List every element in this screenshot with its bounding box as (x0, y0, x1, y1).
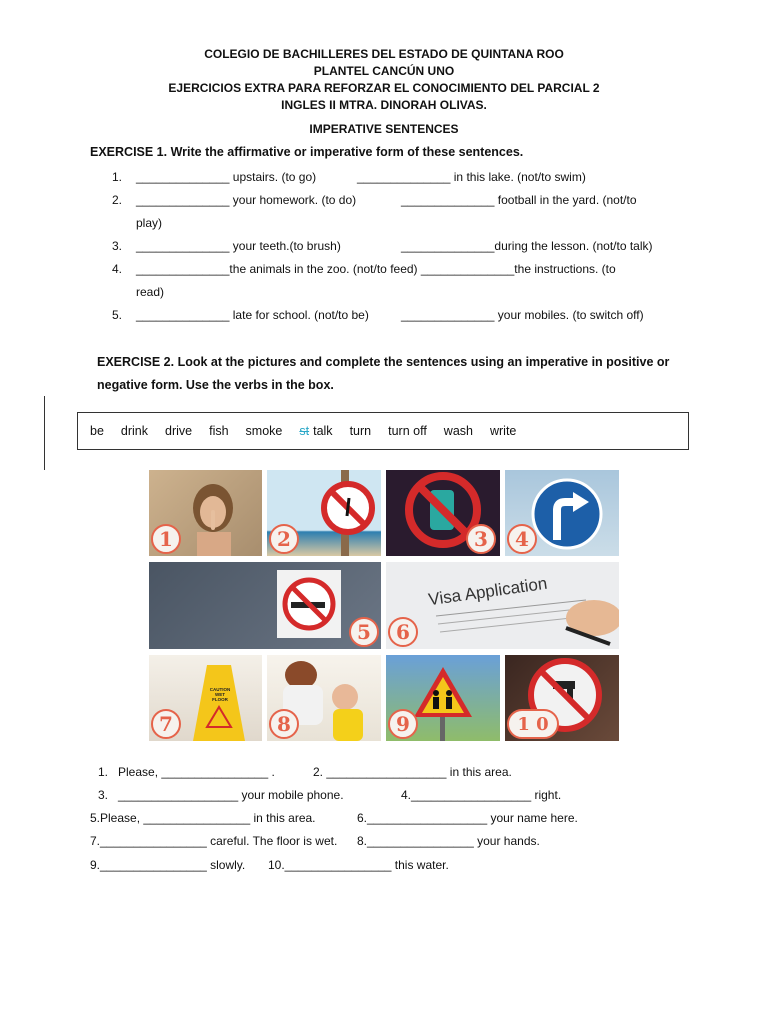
number-badge: 4 (507, 524, 537, 554)
picture-woman-shushing (149, 470, 262, 556)
number-badge: 7 (151, 709, 181, 739)
answer-line-4: 4.__________________ right. (401, 788, 562, 802)
picture-visa-application (386, 562, 619, 649)
list-item: 1. ______________ upstairs. (to go) ______________ in this lake. (not/to swim) (112, 170, 586, 184)
visa-application-text: Visa Application (427, 573, 549, 610)
answer-line-6: 6.__________________ your name here. (357, 811, 578, 825)
verb: turn off (388, 424, 427, 438)
list-item: 2. ______________ your homework. (to do) ______________ football in the yard. (not/to play) (112, 193, 637, 230)
document-header (0, 46, 768, 114)
number-badge: 9 (388, 709, 418, 739)
answer-line-3: 3. __________________ your mobile phone. (98, 788, 344, 802)
picture-washing-hands (267, 655, 381, 741)
verb: drink (120, 424, 148, 438)
picture-no-smoking-sign (149, 562, 381, 649)
no-smoking-sign-icon (149, 562, 381, 649)
topic-title: IMPERATIVE SENTENCES (309, 122, 459, 136)
verb: drive (165, 424, 193, 438)
answer-line-10: 10.________________ this water. (268, 858, 449, 872)
struck-verb: st (299, 424, 310, 438)
verb: turn (349, 424, 372, 438)
answer-line-8: 8.________________ your hands. (357, 834, 540, 848)
list-item: 5. ______________ late for school. (not/to be) ______________ your mobiles. (to switch off) (112, 308, 644, 322)
number-badge: 8 (269, 709, 299, 739)
school-name: COLEGIO DE BACHILLERES DEL ESTADO DE QUINTANA ROO (204, 47, 564, 61)
answer-line-7: 7.________________ careful. The floor is wet. (90, 834, 338, 848)
number-badge: 1 0 (507, 709, 559, 739)
verb: fish (209, 424, 229, 438)
answer-line-9: 9.________________ slowly. (90, 858, 246, 872)
answer-line-5: 5.Please, ________________ in this area. (90, 811, 316, 825)
picture-no-drinking-water (505, 655, 619, 741)
course-teacher: INGLES II MTRA. DINORAH OLIVAS. (281, 98, 487, 112)
number-badge: 3 (466, 524, 496, 554)
picture-no-mobile-phone (386, 470, 500, 556)
verb: smoke (245, 424, 283, 438)
number-badge: 5 (349, 617, 379, 647)
verb-box (77, 412, 689, 450)
verb: talk (313, 424, 333, 438)
picture-no-swimming-sign (267, 470, 381, 556)
worksheet-title: EJERCICIOS EXTRA PARA REFORZAR EL CONOCIMIENTO DEL PARCIAL 2 (168, 81, 600, 95)
verb: be (90, 424, 104, 438)
verb: wash (443, 424, 473, 438)
list-item: 3. ______________ your teeth.(to brush) ______________during the lesson. (not/to talk) (112, 239, 653, 253)
caution-sign-text: CAUTION WET FLOOR (209, 687, 231, 702)
picture-turn-right-sign (505, 470, 619, 556)
list-item: 4. ______________the animals in the zoo. (not/to feed) ______________the instructions. (to read) (112, 262, 616, 299)
picture-wet-floor-caution (149, 655, 262, 741)
number-badge: 1 (151, 524, 181, 554)
picture-school-crossing-sign (386, 655, 500, 741)
campus-name: PLANTEL CANCÚN UNO (313, 64, 455, 78)
number-badge: 2 (269, 524, 299, 554)
exercise2-title: EXERCISE 2. Look at the pictures and complete the sentences using an imperative in positive or negative form. Use the verbs in the box. (97, 355, 670, 392)
margin-line (44, 396, 45, 470)
document-lines-illustration (386, 562, 619, 649)
answer-line-2: 2. __________________ in this area. (313, 765, 512, 779)
exercise1-list (112, 166, 672, 327)
number-badge: 6 (388, 617, 418, 647)
exercise1-title: EXERCISE 1. Write the affirmative or imperative form of these sentences. (90, 145, 524, 159)
verb: write (489, 424, 517, 438)
answer-line-1: 1. Please, ________________ . (98, 765, 275, 779)
